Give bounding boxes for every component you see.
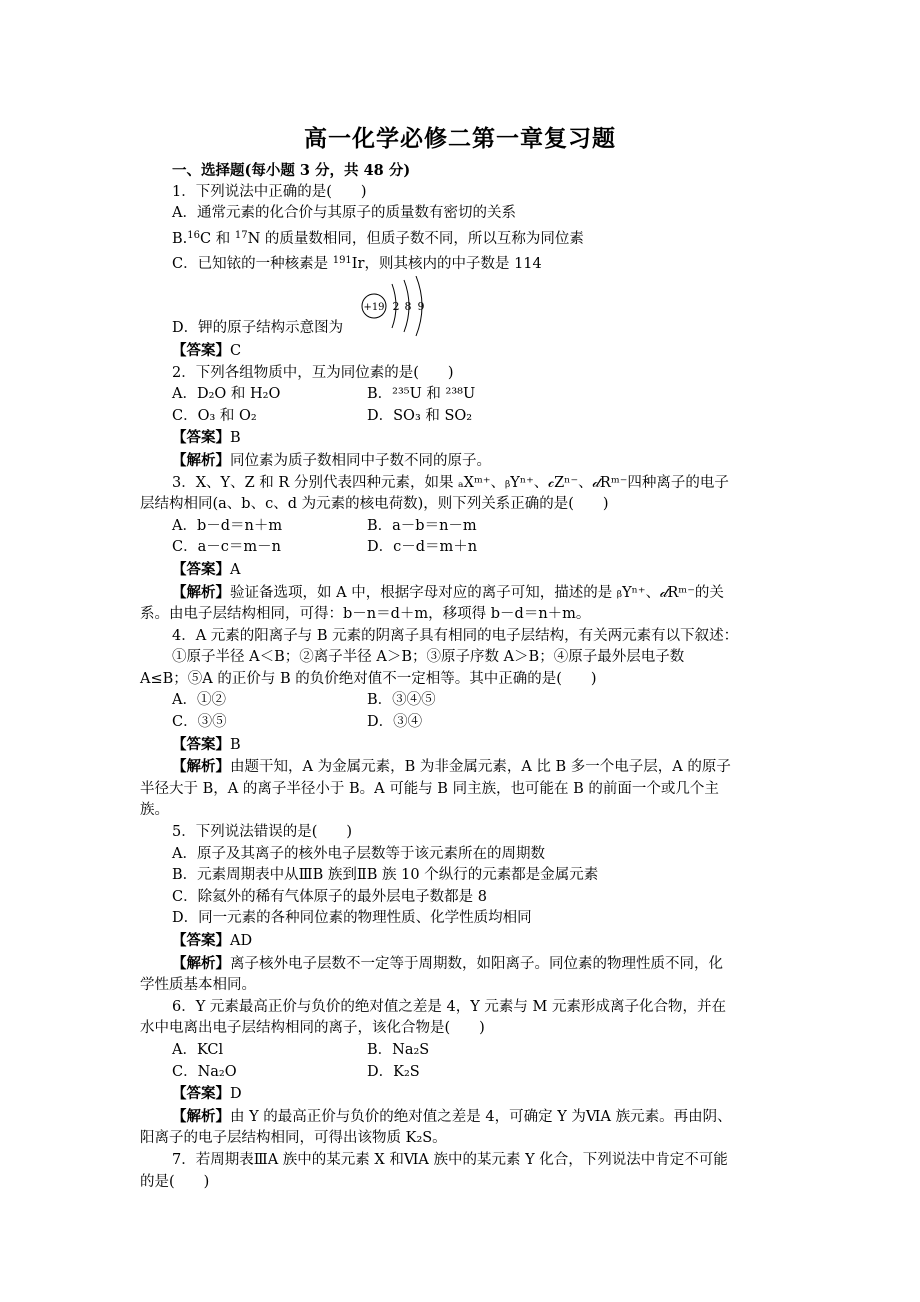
q6-options-row-2 — [140, 1062, 782, 1084]
q1-b-prefix: B. — [172, 230, 188, 247]
q3-options-row-2 — [140, 537, 782, 559]
answer-key-label: 【答案】 — [172, 932, 230, 949]
section-heading: 一、选择题(每小题 3 分，共 48 分) — [172, 162, 411, 179]
analysis-key-label: 【解析】 — [172, 451, 230, 469]
q5-analysis-line-2: 学性质基本相同。 — [140, 977, 256, 994]
q6-stem-line-1: 6．Y 元素最高正价与负价的绝对值之差是 4，Y 元素与 M 元素形成离子化合物，并在 — [172, 998, 726, 1015]
atom-shell-1-count: 2 — [392, 299, 400, 313]
q4-option-d: D．③④ — [367, 714, 423, 731]
q1-answer — [140, 340, 782, 363]
q6-option-b: B．Na₂S — [367, 1041, 430, 1058]
q1-option-a: A．通常元素的化合价与其原子的质量数有密切的关系 — [172, 205, 516, 222]
q1-b-text-1: C 和 — [200, 230, 235, 247]
q2-option-d: D．SO₃ 和 SO₂ — [367, 407, 473, 424]
q2-stem: 2．下列各组物质中，互为同位素的是( ) — [172, 364, 454, 381]
q7-stem-line-2: 的是( ) — [140, 1173, 210, 1190]
q4-analysis-line-1 — [140, 756, 782, 779]
q6-analysis-line-1 — [140, 1106, 782, 1129]
q1-option-d — [140, 276, 782, 340]
q6-analysis-line-2: 阳离子的电子层结构相同，可得出该物质 K₂S。 — [140, 1130, 447, 1147]
q1-c-text: Ir，则其核内的中子数是 114 — [351, 256, 542, 273]
q5-option-c: C．除氦外的稀有气体原子的最外层电子数都是 8 — [172, 888, 487, 905]
q3-analysis-line-2: 系。由电子层结构相同，可得：b－n＝d＋m，移项得 b－d＝n＋m。 — [140, 606, 591, 623]
q4-options-row-2 — [140, 712, 782, 734]
q6-option-c: C．Na₂O — [172, 1063, 237, 1080]
q2-option-c: C．O₃ 和 O₂ — [172, 407, 257, 424]
q5-answer-value: AD — [230, 933, 253, 949]
q1-c-mass-number: 191 — [332, 255, 352, 267]
answer-key-label: 【答案】 — [172, 1085, 230, 1103]
answer-key-label: 【答案】 — [172, 560, 230, 578]
q6-answer-value: D — [230, 1086, 242, 1103]
q4-analysis-line-2: 半径大于 B，A 的离子半径小于 B。A 可能与 B 同主族，也可能在 B 的前面一个或几个主 — [140, 780, 719, 797]
document-body — [140, 160, 782, 1193]
q1-b-mass-number-2: 17 — [234, 229, 248, 241]
q5-answer — [140, 930, 782, 953]
atom-shell-2-count: 8 — [404, 299, 412, 313]
q6-analysis-text-1: 由 Y 的最高正价与负价的绝对值之差是 4，可确定 Y 为ⅥA 族元素。再由阴、 — [230, 1108, 732, 1125]
q4-options-row-1 — [140, 690, 782, 712]
analysis-key-label: 【解析】 — [172, 758, 230, 776]
atom-shell-3-count: 9 — [417, 299, 425, 313]
q4-option-a: A．①② — [172, 692, 226, 709]
atom-nucleus-label: +19 — [363, 301, 385, 313]
q4-stem-line-2: ①原子半径 A＜B；②离子半径 A＞B；③原子序数 A＞B；④原子最外层电子数 — [172, 649, 685, 666]
q2-option-b: B．²³⁵U 和 ²³⁸U — [367, 386, 476, 403]
q4-answer-value: B — [230, 736, 241, 753]
q2-option-a: A．D₂O 和 H₂O — [172, 386, 281, 403]
q1-option-b — [140, 225, 782, 251]
q3-option-d: D．c－d＝m＋n — [367, 539, 478, 556]
q3-option-a: A．b－d＝n＋m — [172, 517, 283, 534]
q2-analysis — [140, 450, 782, 473]
q6-stem-line-2: 水中电离出电子层结构相同的离子，该化合物是( ) — [140, 1020, 485, 1037]
q1-option-d-label: D．钾的原子结构示意图为 — [172, 320, 344, 337]
q3-analysis-text-1: 验证备选项，如 A 中，根据字母对应的离子可知，描述的是 ᵦYⁿ⁺、𝒹Rᵐ⁻的关 — [230, 584, 724, 601]
page-title: 高一化学必修二第一章复习题 — [304, 126, 616, 152]
q4-option-b: B．③④⑤ — [367, 692, 436, 709]
q1-b-mass-number-1: 16 — [187, 229, 200, 241]
q4-answer — [140, 734, 782, 757]
q1-b-text-2: N 的质量数相同，但质子数不同，所以互称为同位素 — [247, 230, 584, 247]
answer-key-label: 【答案】 — [172, 341, 230, 359]
q3-stem-line-2: 层结构相同(a、b、c、d 为元素的核电荷数)，则下列关系正确的是( ) — [140, 496, 609, 513]
q3-option-c: C．a－c＝m－n — [172, 539, 281, 556]
q2-options-row-1 — [140, 384, 782, 406]
q2-answer — [140, 427, 782, 450]
analysis-key-label: 【解析】 — [172, 954, 230, 972]
q4-stem-line-1: 4．A 元素的阳离子与 B 元素的阴离子具有相同的电子层结构，有关两元素有以下叙述： — [172, 627, 739, 644]
q5-option-b: B．元素周期表中从ⅢB 族到ⅡB 族 10 个纵行的元素都是金属元素 — [172, 867, 599, 884]
q6-answer — [140, 1083, 782, 1106]
q1-stem: 1．下列说法中正确的是( ) — [172, 183, 367, 200]
q1-option-c — [140, 250, 782, 276]
q5-analysis-text-1: 离子核外电子层数不一定等于周期数，如阳离子。同位素的物理性质不同，化 — [230, 955, 723, 972]
q3-analysis-line-1 — [140, 582, 782, 605]
q5-option-a: A．原子及其离子的核外电子层数等于该元素所在的周期数 — [172, 845, 545, 862]
q4-analysis-text-1: 由题干知，A 为金属元素，B 为非金属元素，A 比 B 多一个电子层，A 的原子 — [230, 759, 731, 776]
q7-stem-line-1: 7．若周期表ⅢA 族中的某元素 X 和ⅥA 族中的某元素 Y 化合，下列说法中肯定不可能 — [172, 1151, 728, 1168]
q4-analysis-line-3: 族。 — [140, 802, 169, 819]
q3-options-row-1 — [140, 516, 782, 538]
q6-option-a: A．KCl — [172, 1041, 224, 1058]
q2-answer-value: B — [230, 430, 241, 447]
q6-options-row-1 — [140, 1040, 782, 1062]
q3-answer-value: A — [230, 561, 241, 578]
q4-option-c: C．③⑤ — [172, 714, 227, 731]
q2-analysis-text: 同位素为质子数相同中子数不同的原子。 — [230, 452, 491, 469]
q3-answer — [140, 559, 782, 582]
q3-option-b: B．a－b＝n－m — [367, 517, 477, 534]
q5-stem: 5．下列说法错误的是( ) — [172, 824, 353, 841]
q1-answer-value: C — [230, 342, 242, 359]
q6-option-d: D．K₂S — [367, 1063, 420, 1080]
answer-key-label: 【答案】 — [172, 735, 230, 753]
q5-analysis-line-1 — [140, 953, 782, 976]
q3-stem-line-1: 3．X、Y、Z 和 R 分别代表四种元素，如果 ₐXᵐ⁺、ᵦYⁿ⁺、𝒸Zⁿ⁻、𝒹Rᵐ⁻四种离子的电子 — [172, 474, 729, 491]
q2-options-row-2 — [140, 406, 782, 428]
analysis-key-label: 【解析】 — [172, 1107, 230, 1125]
q1-c-prefix: C．已知铱的一种核素是 — [172, 256, 333, 273]
analysis-key-label: 【解析】 — [172, 583, 230, 601]
potassium-atom-diagram — [360, 276, 440, 340]
q5-option-d: D．同一元素的各种同位素的物理性质、化学性质均相同 — [172, 910, 532, 927]
answer-key-label: 【答案】 — [172, 429, 230, 447]
q4-stem-line-3: A≤B；⑤A 的正价与 B 的负价绝对值不一定相等。其中正确的是( ) — [140, 670, 597, 687]
